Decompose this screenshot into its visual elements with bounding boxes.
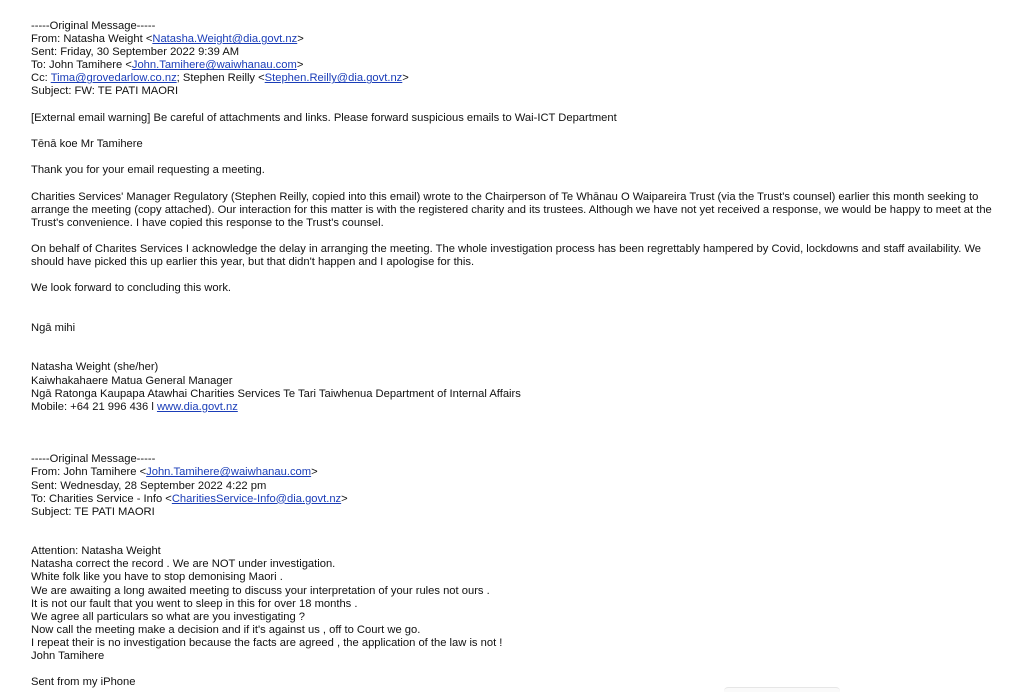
signature-organisation: Ngā Ratonga Kaupapa Atawhai Charities Services Te Tari Taiwhenua Department of Internal Affairs	[31, 387, 521, 400]
body-line-signature: John Tamihere	[31, 649, 105, 662]
to-label: To: John Tamihere <	[31, 59, 132, 72]
greeting: Tēnā koe Mr Tamihere	[31, 138, 143, 151]
body-line: We are awaiting a long awaited meeting to discuss your interpretation of your rules not ours .	[31, 584, 490, 597]
message-header-1	[31, 20, 1006, 99]
body-line: It is not our fault that you went to sleep in this for over 18 months .	[31, 597, 358, 610]
body-paragraph-4: We look forward to concluding this work.	[31, 282, 232, 295]
external-warning: [External email warning] Be careful of attachments and links. Please forward suspicious emails to Wai-ICT Department	[31, 111, 617, 124]
body-paragraph-3: On behalf of Charites Services I acknowledge the delay in arranging the meeting. The whole investigation process has been regrettably hampered by Covid, lockdowns and staff availability. We should have picked this up earlier this year, but that didn't happen and I apologise for this.	[31, 243, 982, 269]
body-line: Now call the meeting make a decision and if it's against us , off to Court we go.	[31, 623, 421, 636]
signature-mobile	[31, 401, 1006, 414]
to-label-2: To: Charities Service - Info <	[31, 492, 172, 505]
mobile-text: Mobile: +64 21 996 436 l	[31, 400, 157, 413]
signature-name: Natasha Weight (she/her)	[31, 361, 159, 374]
from-close-2: >	[311, 466, 318, 479]
from-email-link[interactable]: Natasha.Weight@dia.govt.nz	[152, 33, 298, 46]
from-email-link-2[interactable]: John.Tamihere@waiwhanau.com	[146, 466, 312, 479]
body-line: White folk like you have to stop demonising Maori .	[31, 571, 283, 584]
cc-middle: ; Stephen Reilly <	[176, 72, 265, 85]
to-line-2	[31, 493, 1006, 506]
cc-line	[31, 72, 1006, 85]
message-header-2	[31, 453, 1006, 518]
from-close: >	[297, 33, 304, 46]
to-close: >	[296, 59, 304, 72]
body-line: Attention: Natasha Weight	[31, 545, 161, 558]
from-line	[31, 33, 1006, 46]
body-line: Natasha correct the record . We are NOT under investigation.	[31, 558, 336, 571]
cc-email-link-2[interactable]: Stephen.Reilly@dia.govt.nz	[264, 72, 403, 85]
bottom-widget-edge	[724, 687, 840, 692]
to-email-link-2[interactable]: CharitiesService-Info@dia.govt.nz	[171, 492, 342, 505]
cc-email-link-1[interactable]: Tima@grovedarlow.co.nz	[50, 72, 177, 85]
website-link[interactable]: www.dia.govt.nz	[156, 400, 238, 413]
signature-block	[31, 361, 1006, 413]
signature-title: Kaiwhakahaere Matua General Manager	[31, 374, 233, 387]
cc-close: >	[402, 72, 409, 85]
sent-line: Sent: Friday, 30 September 2022 9:39 AM	[31, 46, 240, 59]
body-line: We agree all particulars so what are you investigating ?	[31, 610, 306, 623]
email-thread	[31, 20, 1006, 689]
to-close-2: >	[341, 492, 348, 505]
mobile-footer: Sent from my iPhone	[31, 676, 136, 689]
body-paragraph-2: Charities Services' Manager Regulatory (Stephen Reilly, copied into this email) wrote to the Chairperson of Te Whānau O Waipareira Trust (via the Trust's counsel) earlier this month seeking to arrange the meeting (copy attached). Our interaction for this matter is with the registered charity and its trustees. Although we have not yet received a response, we would be happy to meet at the Trust's convenience. I have copied this response to the Trust's counsel.	[31, 190, 992, 229]
from-label: From: Natasha Weight <	[31, 33, 153, 46]
original-message-divider: -----Original Message-----	[31, 20, 156, 32]
from-line-2	[31, 466, 1006, 479]
sent-line-2: Sent: Wednesday, 28 September 2022 4:22 pm	[31, 479, 267, 492]
to-line	[31, 59, 1006, 72]
subject-line: Subject: FW: TE PATI MAORI	[31, 85, 179, 98]
to-email-link[interactable]: John.Tamihere@waiwhanau.com	[131, 59, 297, 72]
sign-off: Ngā mihi	[31, 321, 76, 334]
cc-label: Cc:	[31, 72, 51, 85]
body-paragraph-1: Thank you for your email requesting a meeting.	[31, 164, 265, 177]
from-label-2: From: John Tamihere <	[31, 466, 147, 479]
original-message-divider-2: -----Original Message-----	[31, 453, 156, 466]
subject-line-2: Subject: TE PATI MAORI	[31, 505, 155, 518]
body-line: I repeat their is no investigation because the facts are agreed , the application of the law is not !	[31, 636, 503, 649]
message-body-2	[31, 545, 1006, 663]
